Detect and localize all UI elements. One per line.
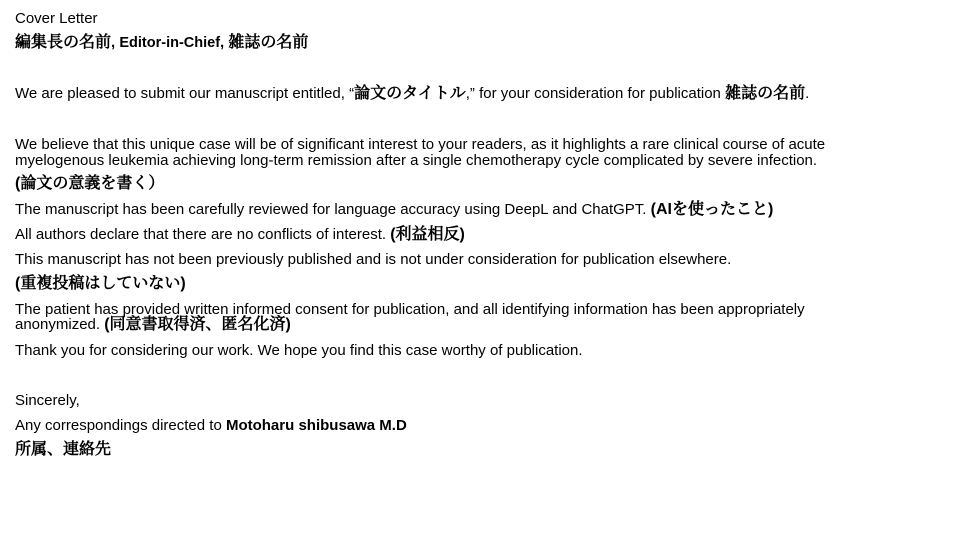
editor-name-placeholder: 編集長の名前 [15,34,112,51]
significance-line-2 [15,153,817,169]
intro-mid-text: for your consideration for publication [474,85,726,102]
prior-publication-note [15,276,186,292]
letter-heading [15,11,98,27]
manuscript-title-placeholder: 論文のタイトル [354,85,466,102]
intro-paragraph [15,86,809,102]
ai-use-note: (AIを使ったこと) [650,201,774,218]
addressee-separator-1: , [111,34,120,51]
heading-text: Cover Letter [15,10,98,27]
prior-publication-note-text: (重複投稿はしていない) [15,275,186,292]
prior-publication-text: This manuscript has not been previously published and is not under consideration for publication elsewhere. [15,251,732,268]
conflict-of-interest-line [15,227,465,243]
intro-text: We are pleased to submit our manuscript entitled, [15,85,350,102]
closing-line [15,393,80,409]
significance-text-2: myelogenous leukemia achieving long-term remission after a single chemotherapy cycle complicated by severe infection. [15,152,818,169]
journal-name-placeholder: 雑誌の名前 [228,34,309,51]
language-review-text: The manuscript has been carefully reviewed for language accuracy using DeepL and ChatGPT. [15,201,651,218]
correspondence-text: Any correspondings directed to [15,417,226,434]
addressee-separator-2: , [220,34,229,51]
editor-role: Editor-in-Chief [119,35,221,51]
thanks-line [15,343,583,359]
consent-text-2: anonymized. [15,316,105,333]
addressee-line [15,35,308,51]
thanks-text: Thank you for considering our work. We hope you find this case worthy of publication. [15,342,583,359]
significance-note [15,176,164,192]
quote-close: ,” [465,85,475,102]
significance-text-1: We believe that this unique case will be of significant interest to your readers, as it highlights a rare clinical course of acute [15,136,826,153]
correspondence-line [15,418,407,434]
language-review-line [15,202,773,218]
intro-end: . [805,85,810,102]
closing-text: Sincerely, [15,392,80,409]
corresponding-author-name: Motoharu shibusawa M.D [225,417,407,434]
affiliation-text: 所属、連絡先 [15,441,112,458]
significance-line-1 [15,137,825,153]
consent-line-2 [15,317,291,333]
prior-publication-line [15,252,731,268]
consent-note: (同意書取得済、匿名化済) [104,316,291,333]
coi-note: (利益相反) [390,226,465,243]
consent-text-1: The patient has provided written informed consent for publication, and all identifying information has been appropriately [15,301,805,318]
significance-note-text: (論文の意義を書く） [15,175,165,192]
journal-name-placeholder-2: 雑誌の名前 [725,85,806,102]
quote-open: “ [349,85,355,102]
coi-text: All authors declare that there are no conflicts of interest. [15,226,391,243]
affiliation-line [15,442,111,458]
